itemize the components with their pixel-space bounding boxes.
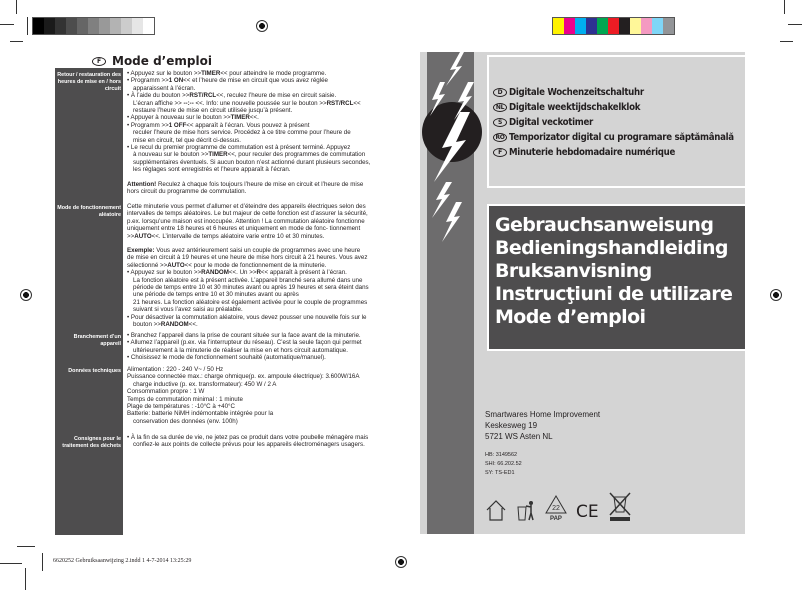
manual-title: Gebrauchsanweisung bbox=[495, 214, 714, 236]
text-line: mise en circuit, tel que décrit ci-dessus. bbox=[133, 136, 241, 144]
grayscale-color-bar bbox=[32, 17, 155, 35]
code-line: SY: TS-ED1 bbox=[485, 470, 515, 476]
svg-text:22: 22 bbox=[552, 505, 560, 512]
text-line: Attention! Reculez à chaque fois toujours l’heure de mise en circuit et l’heure de mise bbox=[127, 180, 364, 188]
lightning-bolts-icon bbox=[420, 52, 480, 252]
crop-mark bbox=[780, 41, 793, 42]
subtitle-text: Temporizator digital cu programare săptămânală bbox=[509, 132, 734, 143]
print-slug: 6620252 Gebruiksaanwijzing 2.indd 1 4-7-2014 13:25:29 bbox=[53, 558, 192, 564]
address-line: 5721 WS Asten NL bbox=[485, 432, 553, 441]
subtitle-text: Digitale Wochenzeitschaltuhr bbox=[509, 87, 644, 98]
manual-title: Bruksanvisning bbox=[495, 260, 652, 282]
language-badge: F bbox=[92, 57, 106, 66]
color-swatch bbox=[110, 18, 121, 34]
registration-mark bbox=[20, 289, 32, 301]
manual-title: Bedieningshandleiding bbox=[495, 237, 728, 259]
subtitle-text: Digital veckotimer bbox=[509, 117, 593, 128]
text-line: • Appuyez sur le bouton >>RANDOM<<. Un >>R<< apparaît à présent à l’écran. bbox=[127, 269, 347, 277]
address-line: Smartwares Home Improvement bbox=[485, 410, 601, 419]
color-swatch bbox=[121, 18, 132, 34]
address-line: Keskesweg 19 bbox=[485, 421, 538, 430]
section-retour bbox=[127, 70, 402, 196]
process-color-bar bbox=[552, 17, 675, 35]
color-swatch bbox=[641, 18, 652, 34]
text-line: • Allumez l’appareil (p.ex. via l’interrupteur du réseau). C’est la seule façon qui permet bbox=[127, 339, 362, 347]
product-codes bbox=[485, 451, 522, 478]
text-line: reculer l’heure de mise hors service. Procédez à ce titre comme pour l’heure de bbox=[133, 129, 351, 137]
text-line: sélectionné >>AUTO<< pour le mode de fonctionnement de la minuterie. bbox=[127, 261, 327, 269]
text-line: période de temps entre 10 et 30 minutes avant ou après 19 heures et sera éteint dans bbox=[133, 284, 369, 292]
crop-mark bbox=[25, 568, 26, 590]
color-swatch bbox=[66, 18, 77, 34]
section-sidebar bbox=[55, 68, 123, 535]
text-line: uniquement entre 18 heures et 6 heures et uniquement en mode de fonc- tionnement bbox=[127, 225, 361, 233]
text-line: >>AUTO<<. L’intervalle de temps aléatoire varie entre 10 et 30 minutes. bbox=[127, 232, 325, 240]
color-swatch bbox=[586, 18, 597, 34]
text-line: charge inductive (p. ex. transformateur): 450 W / 2 A bbox=[133, 380, 277, 388]
subtitle-item bbox=[493, 100, 734, 115]
language-badge: F bbox=[493, 148, 507, 157]
pap-22-recycling-icon bbox=[545, 495, 567, 521]
page-title bbox=[92, 54, 212, 68]
section-branchement bbox=[127, 332, 402, 362]
text-line: L’écran affiche >> --:-- <<. Info: une nouvelle poussée sur le bouton >>RST/RCL<< bbox=[133, 99, 361, 107]
crop-mark bbox=[16, 0, 17, 14]
manual-title: Mode d’emploi bbox=[495, 306, 646, 328]
crossed-bin-icon bbox=[608, 491, 632, 521]
text-line: Cette minuterie vous permet d’allumer et d’éteindre des appareils électriques selon des bbox=[127, 203, 366, 210]
text-line: Plage de températures : -10°C à +40°C bbox=[127, 403, 235, 411]
text-line: suivant si vous l’avez saisi au préalable. bbox=[133, 306, 243, 314]
color-swatch bbox=[630, 18, 641, 34]
section-label: Branchement d’un appareil bbox=[73, 334, 121, 347]
text-line: bouton >>RANDOM<<. bbox=[133, 321, 198, 329]
registration-mark bbox=[256, 20, 268, 32]
section-donnees bbox=[127, 366, 402, 425]
language-badge: D bbox=[493, 88, 507, 97]
color-swatch bbox=[608, 18, 619, 34]
spacer bbox=[127, 240, 402, 247]
subtitle-text: Digitale weektijdschakelklok bbox=[509, 102, 641, 113]
crop-mark bbox=[0, 24, 14, 25]
text-line: • Appuyez sur le bouton >>TIMER<< pour atteindre le mode programme. bbox=[127, 70, 327, 77]
section-label: Consignes pour le traitement des déchets bbox=[62, 436, 121, 449]
registration-mark bbox=[395, 556, 407, 568]
crop-mark bbox=[788, 24, 802, 25]
text-line: p.ex. lorsqu’une maison est inoccupée. Attention ! La commutation aléatoire fonctionne bbox=[127, 217, 365, 225]
text-line: Temps de commutation minimal : 1 minute bbox=[127, 395, 243, 403]
crop-mark bbox=[42, 553, 43, 571]
color-swatch bbox=[652, 18, 663, 34]
color-swatch bbox=[619, 18, 630, 34]
language-badge: RO bbox=[493, 133, 507, 142]
manual-titles bbox=[487, 204, 745, 351]
title-text: Mode d’emploi bbox=[112, 54, 212, 68]
code-line: SHI: 66.202.52 bbox=[485, 461, 522, 467]
color-swatch bbox=[88, 18, 99, 34]
section-aleatoire bbox=[127, 203, 402, 329]
color-swatch bbox=[33, 18, 44, 34]
text-line: • Programm >>1 OFF<< apparaît à l’écran. Vous pouvez à présent bbox=[127, 121, 310, 129]
text-line: Puissance connectée max.: charge ohmique(p. ex. ampoule électrique): 3.600W/16A bbox=[127, 373, 360, 381]
svg-text:PAP: PAP bbox=[550, 516, 562, 521]
text-line: apparaissent à l’écran. bbox=[133, 84, 196, 92]
crop-mark bbox=[27, 17, 28, 35]
text-line: confiez-le aux points de collecte prévus pour les appareils électroménagers usagers. bbox=[133, 441, 365, 449]
section-label: Retour / restauration des heures de mise en / hors circuit bbox=[57, 72, 121, 92]
text-line: La fonction aléatoire est à présent activée. L’appareil branché sera allumé dans une bbox=[133, 276, 363, 284]
text-line: à nouveau sur le bouton >>TIMER<<, pour reculer des programmes de commutation bbox=[133, 151, 366, 159]
spacer bbox=[127, 174, 402, 181]
text-line: de mise en circuit à 19 heures et une heure de mise hors circuit à 21 heures. Vous avez bbox=[127, 254, 368, 262]
subtitle-text: Minuterie hebdomadaire numérique bbox=[509, 147, 676, 158]
crop-mark bbox=[784, 0, 785, 14]
company-address bbox=[485, 409, 600, 442]
product-subtitles bbox=[493, 85, 734, 160]
text-line: Batterie: batterie NiMH indémontable intégrée pour la bbox=[127, 410, 274, 418]
text-line: supplémentaires éventuels. Si aucun bouton n’est actionné durant plusieurs secondes, bbox=[133, 158, 371, 166]
color-swatch bbox=[132, 18, 143, 34]
text-line: • Programm >>1 ON<< et l’heure de mise en circuit que vous avez réglée bbox=[127, 77, 328, 85]
color-swatch bbox=[575, 18, 586, 34]
text-line: • Pour désactiver la commutation aléatoire, vous devez pousser une nouvelle fois sur le bbox=[127, 313, 367, 321]
text-line: • À la fin de sa durée de vie, ne jetez pas ce produit dans votre poubelle ménagère mais bbox=[127, 434, 369, 441]
color-swatch bbox=[99, 18, 110, 34]
language-badge: S bbox=[493, 118, 507, 127]
crop-mark bbox=[17, 546, 35, 547]
text-line: • Appuyer à nouveau sur le bouton >>TIMER<<. bbox=[127, 114, 259, 122]
text-line: intervalles de temps aléatoires. Le but majeur de cette fonction est d’assurer la sécurité, bbox=[127, 210, 368, 218]
color-swatch bbox=[597, 18, 608, 34]
code-line: HB: 3149562 bbox=[485, 452, 518, 458]
ce-mark-icon: CE bbox=[576, 502, 599, 522]
text-line: • À l’aide du bouton >>RST/RCL<<, reculez l’heure de mise en circuit saisie. bbox=[127, 92, 337, 100]
text-line: les réglages sont enregistrés et l’heure apparaît à l’écran. bbox=[133, 166, 291, 174]
text-line: • Le recul du premier programme de commutation est à présent terminé. Appuyez bbox=[127, 144, 351, 152]
crop-mark bbox=[0, 563, 22, 564]
text-line: Alimentation : 220 - 240 V~ / 50 Hz bbox=[127, 366, 224, 373]
color-swatch bbox=[564, 18, 575, 34]
subtitle-item bbox=[493, 85, 734, 100]
subtitle-item bbox=[493, 130, 734, 145]
section-label: Données techniques bbox=[68, 368, 121, 374]
subtitle-item bbox=[493, 145, 734, 160]
color-swatch bbox=[143, 18, 154, 34]
language-badge: NL bbox=[493, 103, 507, 112]
color-swatch bbox=[663, 18, 674, 34]
wheelie-bin-person-icon bbox=[516, 499, 536, 521]
subtitle-item bbox=[493, 115, 734, 130]
text-line: hors circuit du programme de commutation. bbox=[127, 188, 247, 196]
text-line: ultérieurement à la minuterie de réaliser la mise en et hors circuit automatique. bbox=[133, 346, 348, 354]
text-line: • Choisissez le mode de fonctionnement souhaité (automatique/manuel). bbox=[127, 354, 326, 362]
manual-title: Instrucţiuni de utilizare bbox=[495, 283, 733, 305]
color-swatch bbox=[553, 18, 564, 34]
section-dechets bbox=[127, 434, 402, 449]
certification-icons bbox=[485, 491, 632, 521]
text-line: • Branchez l’appareil dans la prise de courant située sur la face avant de la minuterie. bbox=[127, 332, 361, 339]
text-line: conservation des données (env. 100h) bbox=[133, 417, 238, 425]
color-swatch bbox=[77, 18, 88, 34]
house-icon bbox=[485, 499, 507, 521]
section-label: Mode de fonctionnement aléatoire bbox=[57, 205, 121, 218]
registration-mark bbox=[770, 289, 782, 301]
text-line: une période de temps entre 10 et 30 minutes avant ou après bbox=[133, 291, 299, 299]
color-swatch bbox=[55, 18, 66, 34]
color-swatch bbox=[44, 18, 55, 34]
text-line: restaure l’heure de mise en circuit utilisée jusqu’à présent. bbox=[133, 107, 293, 115]
text-line: 21 heures. La fonction aléatoire est également activée pour le couple de programmes bbox=[133, 298, 368, 306]
text-line: Consommation propre : 1 W bbox=[127, 388, 205, 396]
crop-mark bbox=[10, 41, 23, 42]
text-line: Exemple: Vous avez antérieurement saisi un couple de programmes avec une heure bbox=[127, 247, 361, 255]
